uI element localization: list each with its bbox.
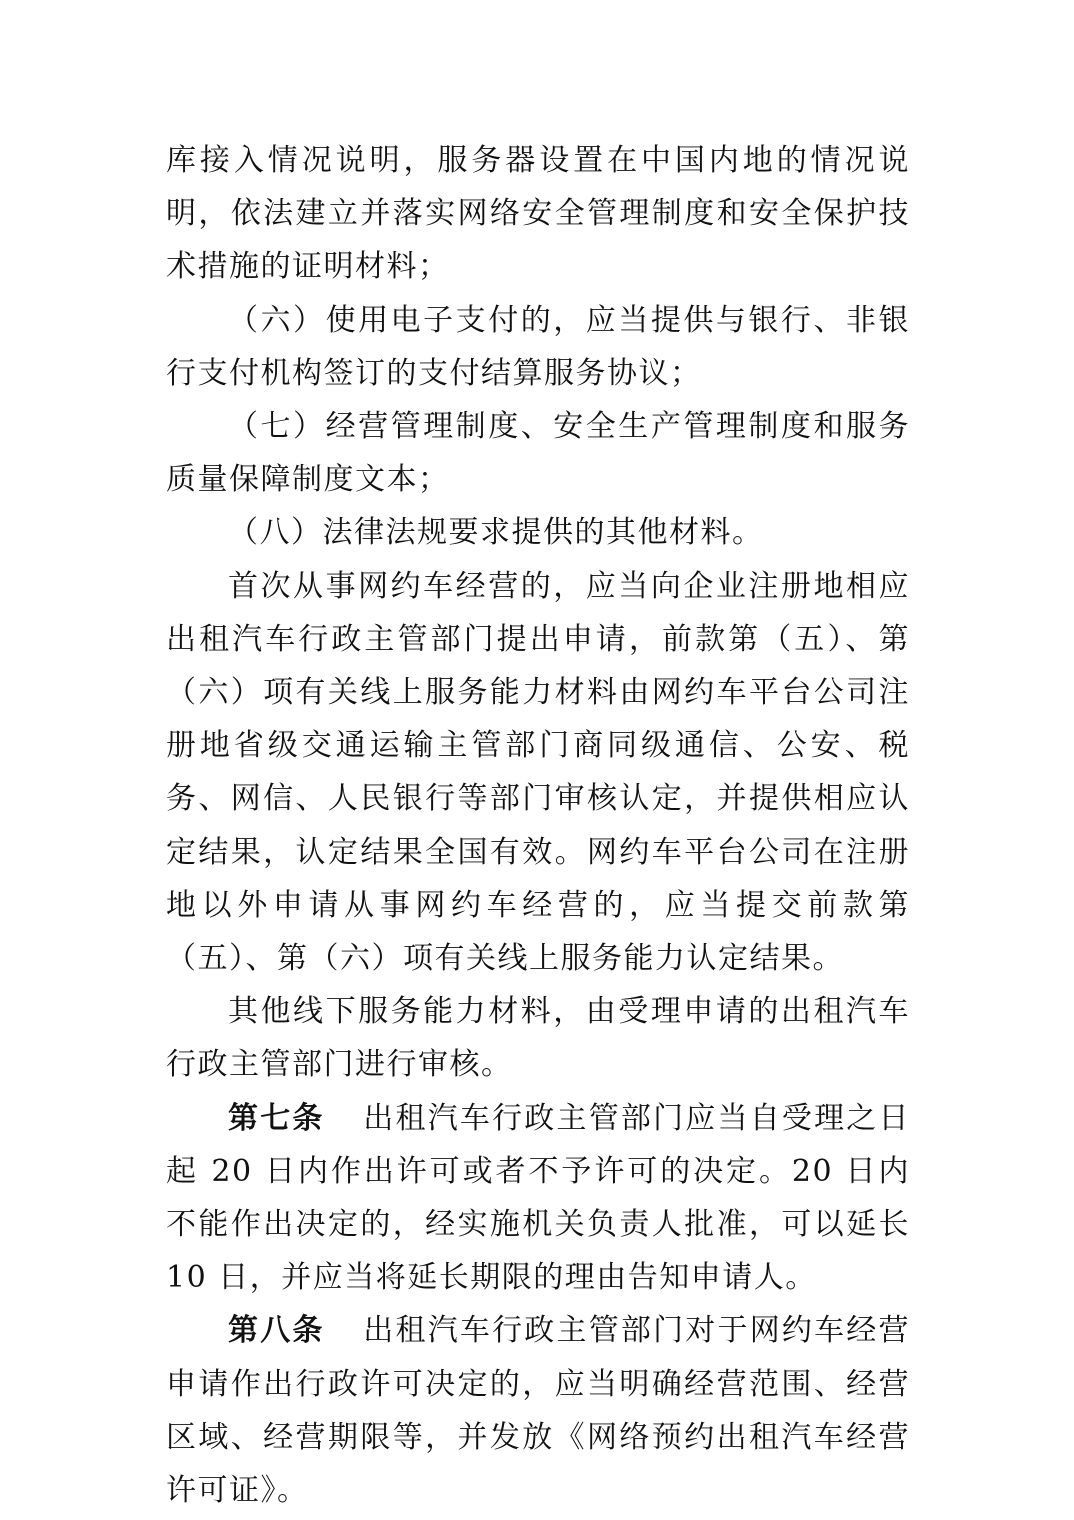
paragraph-continued-materials: 库接入情况说明，服务器设置在中国内地的情况说明，依法建立并落实网络安全管理制度和安全保护技术措施的证明材料； [166, 143, 910, 285]
article-seven [166, 1092, 910, 1305]
paragraph-offline-materials: 其他线下服务能力材料，由受理申请的出租汽车行政主管部门进行审核。 [166, 994, 910, 1083]
paragraph-first-application: 首次从事网约车经营的，应当向企业注册地相应出租汽车行政主管部门提出申请，前款第（五）、第（六）项有关线上服务能力材料由网约车平台公司注册地省级交通运输主管部门商同级通信、公安、税务、网信、人民银行等部门审核认定，并提供相应认定结果，认定结果全国有效。网约车平台公司在注册地以外申请从事网约车经营的，应当提交前款第（五）、第（六）项有关线上服务能力认定结果。 [166, 568, 910, 977]
article-seven-heading: 第七条 [228, 1100, 325, 1136]
document-body [166, 134, 910, 1517]
article-seven-text: 出租汽车行政主管部门应当自受理之日起 20 日内作出许可或者不予许可的决定。20 日内不能作出决定的，经实施机关负责人批准，可以延长 10 日，并应当将延长期限的理由告知申请人。 [166, 1100, 911, 1296]
article-eight [166, 1304, 910, 1517]
paragraph-item-six: （六）使用电子支付的，应当提供与银行、非银行支付机构签订的支付结算服务协议； [166, 302, 910, 391]
article-eight-heading: 第八条 [228, 1313, 325, 1349]
paragraph-item-seven: （七）经营管理制度、安全生产管理制度和服务质量保障制度文本； [166, 409, 910, 498]
article-eight-text: 出租汽车行政主管部门对于网约车经营申请作出行政许可决定的，应当明确经营范围、经营区域、经营期限等，并发放《网络预约出租汽车经营许可证》。 [166, 1313, 911, 1509]
paragraph-item-eight: （八）法律法规要求提供的其他材料。 [228, 515, 764, 551]
